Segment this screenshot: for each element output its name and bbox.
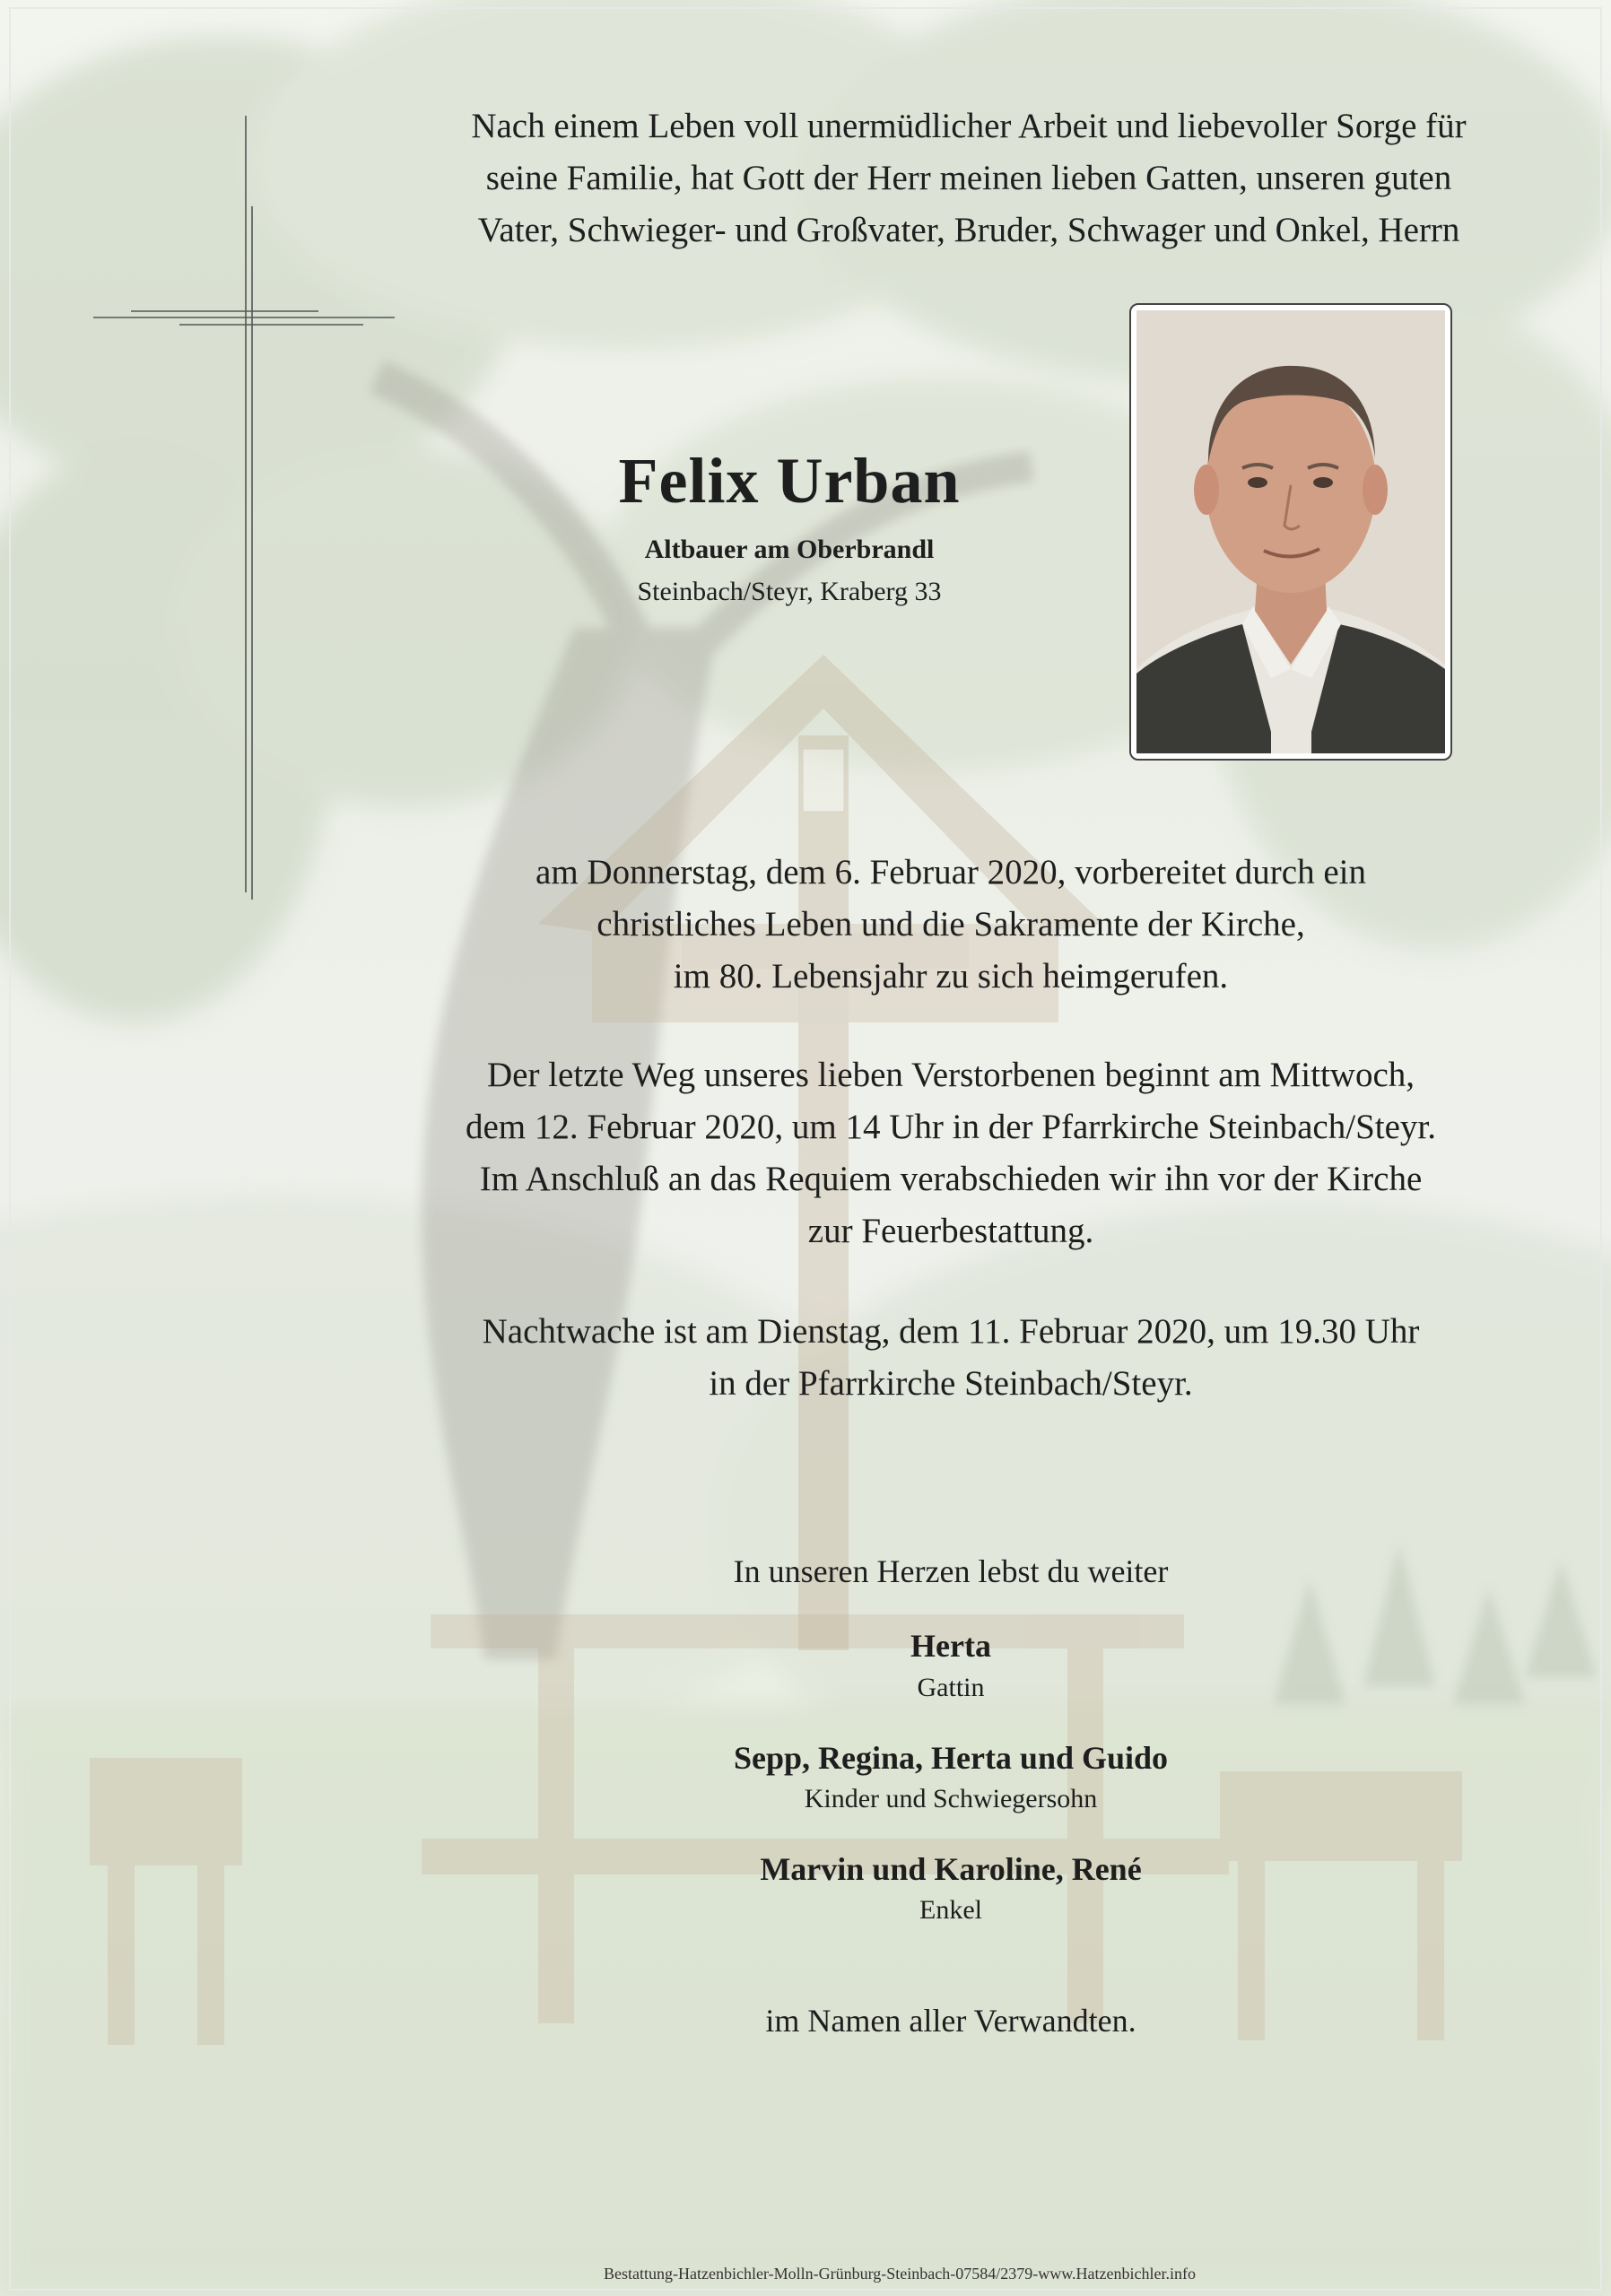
deceased-occupation: Altbauer am Oberbrandl bbox=[644, 535, 935, 564]
cross-icon bbox=[90, 112, 404, 901]
funeral-line: Im Anschluß an das Requiem verabschieden wir ihn vor der Kirche bbox=[479, 1160, 1423, 1198]
intro-line: Vater, Schwieger- und Großvater, Bruder, Schwager und Onkel, Herrn bbox=[477, 211, 1460, 249]
intro-line: Nach einem Leben voll unermüdlicher Arbeit und liebevoller Sorge für bbox=[471, 107, 1467, 145]
death-line: im 80. Lebensjahr zu sich heimgerufen. bbox=[673, 957, 1229, 996]
death-line: christliches Leben und die Sakramente der Kirche, bbox=[597, 905, 1305, 944]
intro-line: seine Familie, hat Gott der Herr meinen lieben Gatten, unseren guten bbox=[485, 159, 1452, 197]
memorial-motto: In unseren Herzen lebst du weiter bbox=[733, 1553, 1169, 1589]
closing-line: im Namen aller Verwandten. bbox=[765, 2003, 1136, 2039]
mourner-relation: Gattin bbox=[917, 1673, 985, 1702]
intro-text bbox=[395, 100, 1543, 257]
funeral-line: dem 12. Februar 2020, um 14 Uhr in der Pfarrkirche Steinbach/Steyr. bbox=[465, 1108, 1436, 1146]
vigil-info bbox=[404, 1306, 1498, 1410]
mourner-names: Sepp, Regina, Herta und Guido bbox=[733, 1740, 1169, 1776]
portrait-photo bbox=[1136, 310, 1445, 753]
death-line: am Donnerstag, dem 6. Februar 2020, vorbereitet durch ein bbox=[536, 853, 1366, 891]
funeral-info bbox=[404, 1049, 1498, 1257]
mourner-relation: Enkel bbox=[919, 1895, 982, 1925]
mourner-names: Marvin und Karoline, René bbox=[760, 1851, 1142, 1887]
footer-funeral-home: Bestattung-Hatzenbichler-Molln-Grünburg-Steinbach-07584/2379-www.Hatzenbichler.info bbox=[604, 2265, 1196, 2283]
mourner-names: Herta bbox=[910, 1628, 991, 1664]
death-notice bbox=[404, 847, 1498, 1003]
portrait-frame bbox=[1129, 303, 1452, 761]
mourner-relation: Kinder und Schwiegersohn bbox=[804, 1784, 1098, 1813]
funeral-line: zur Feuerbestattung. bbox=[807, 1212, 1094, 1250]
deceased-name: Felix Urban bbox=[618, 445, 961, 517]
funeral-line: Der letzte Weg unseres lieben Verstorbenen beginnt am Mittwoch, bbox=[486, 1056, 1415, 1094]
vigil-line: in der Pfarrkirche Steinbach/Steyr. bbox=[709, 1364, 1193, 1403]
vigil-line: Nachtwache ist am Dienstag, dem 11. Februar 2020, um 19.30 Uhr bbox=[482, 1312, 1420, 1351]
deceased-address: Steinbach/Steyr, Kraberg 33 bbox=[637, 577, 942, 606]
